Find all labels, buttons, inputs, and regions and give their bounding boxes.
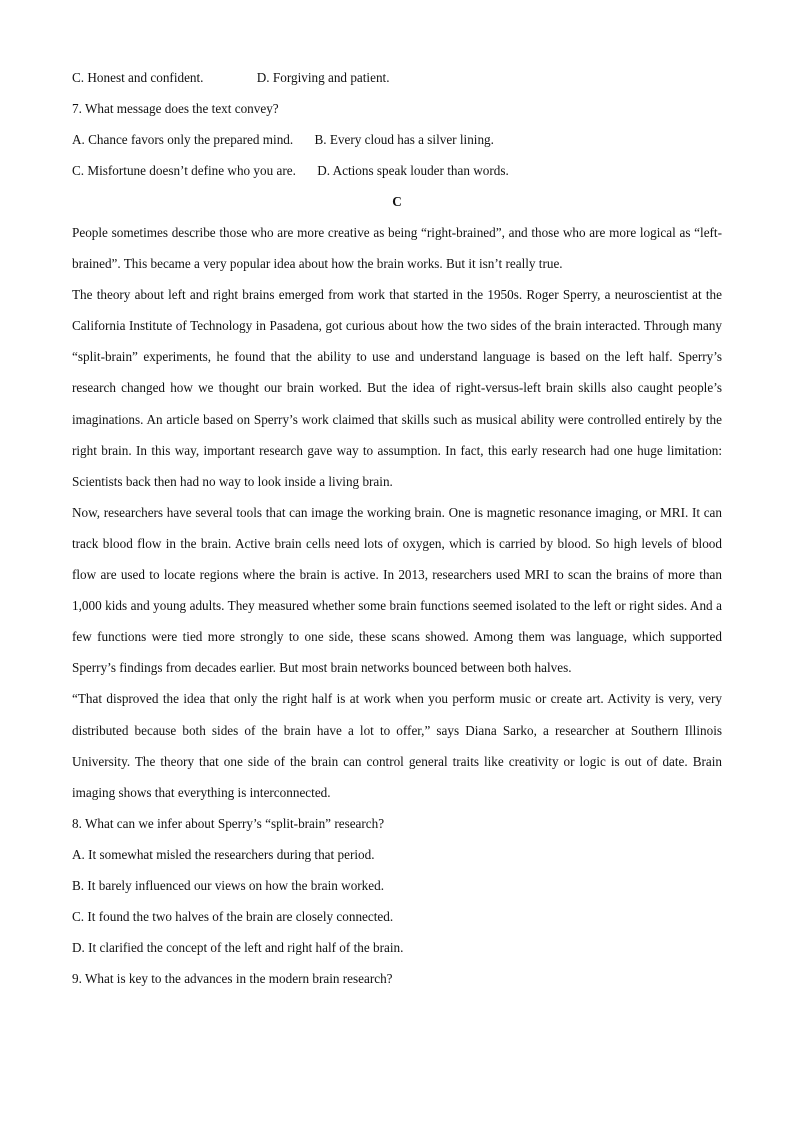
- question-6-option-d: D. Forgiving and patient.: [256, 70, 390, 85]
- question-8-option-b: B. It barely influenced our views on how the brain worked.: [72, 877, 385, 893]
- question-8-option-a: A. It somewhat misled the researchers during that period.: [72, 846, 375, 862]
- question-8-option-c: C. It found the two halves of the brain are closely connected.: [72, 908, 394, 924]
- passage-paragraph-2: The theory about left and right brains emerged from work that started in the 1950s. Roger Sperry, a neuroscientist at the California Institute of Technology in Pasadena, got curious about how the two sides of the brain interacted. Through many “split-brain” experiments, he found that the ability to use and understand language is based on the left half. Sperry’s research changed how we thought our brain worked. But the idea of right-versus-left brain skills also caught people’s imaginations. An article based on Sperry’s work claimed that skills such as musical ability were controlled entirely by the right brain. In this way, important research gave way to assumption. In fact, this early research had one huge limitation: Scientists back then had no way to look inside a living brain.: [72, 287, 722, 489]
- passage-paragraph-1: People sometimes describe those who are more creative as being “right-brained”, and those who are more logical as “left-brained”. This became a very popular idea about how the brain works. But it isn’t really true.: [72, 225, 722, 272]
- question-7-options-row-1: [72, 124, 722, 155]
- passage-section-title: C: [392, 194, 402, 209]
- question-8-option-d: D. It clarified the concept of the left and right half of the brain.: [72, 939, 404, 955]
- exam-page: [72, 62, 722, 994]
- question-7-option-a: A. Chance favors only the prepared mind.: [72, 132, 294, 147]
- question-7-option-b: B. Every cloud has a silver lining.: [314, 132, 494, 147]
- question-7-stem: 7. What message does the text convey?: [72, 101, 279, 116]
- question-7-option-c: C. Misfortune doesn’t define who you are.: [72, 163, 296, 178]
- question-8-stem: 8. What can we infer about Sperry’s “split-brain” research?: [72, 815, 385, 831]
- question-6-option-c: C. Honest and confident.: [72, 70, 204, 85]
- passage-paragraph-3: Now, researchers have several tools that can image the working brain. One is magnetic resonance imaging, or MRI. It can track blood flow in the brain. Active brain cells need lots of oxygen, which is carried by blood. So high levels of blood flow are used to locate regions where the brain is active. In 2013, researchers used MRI to scan the brains of more than 1,000 kids and young adults. They measured whether some brain functions seemed isolated to the left or right sides. And a few functions were tied more strongly to one side, these scans showed. Among them was language, which supported Sperry’s findings from decades earlier. But most brain networks bounced between both halves.: [72, 504, 722, 676]
- question-6-options-row: [72, 62, 722, 93]
- question-7-option-d: D. Actions speak louder than words.: [317, 163, 509, 178]
- question-9-stem: 9. What is key to the advances in the modern brain research?: [72, 970, 393, 986]
- passage-paragraph-4: “That disproved the idea that only the right half is at work when you perform music or create art. Activity is very, very distributed because both sides of the brain have a lot to offer,” says Diana Sarko, a researcher at Southern Illinois University. The theory that one side of the brain can control general traits like creativity or logic is out of date. Brain imaging shows that everything is interconnected.: [72, 691, 722, 800]
- question-7-options-row-2: [72, 155, 722, 186]
